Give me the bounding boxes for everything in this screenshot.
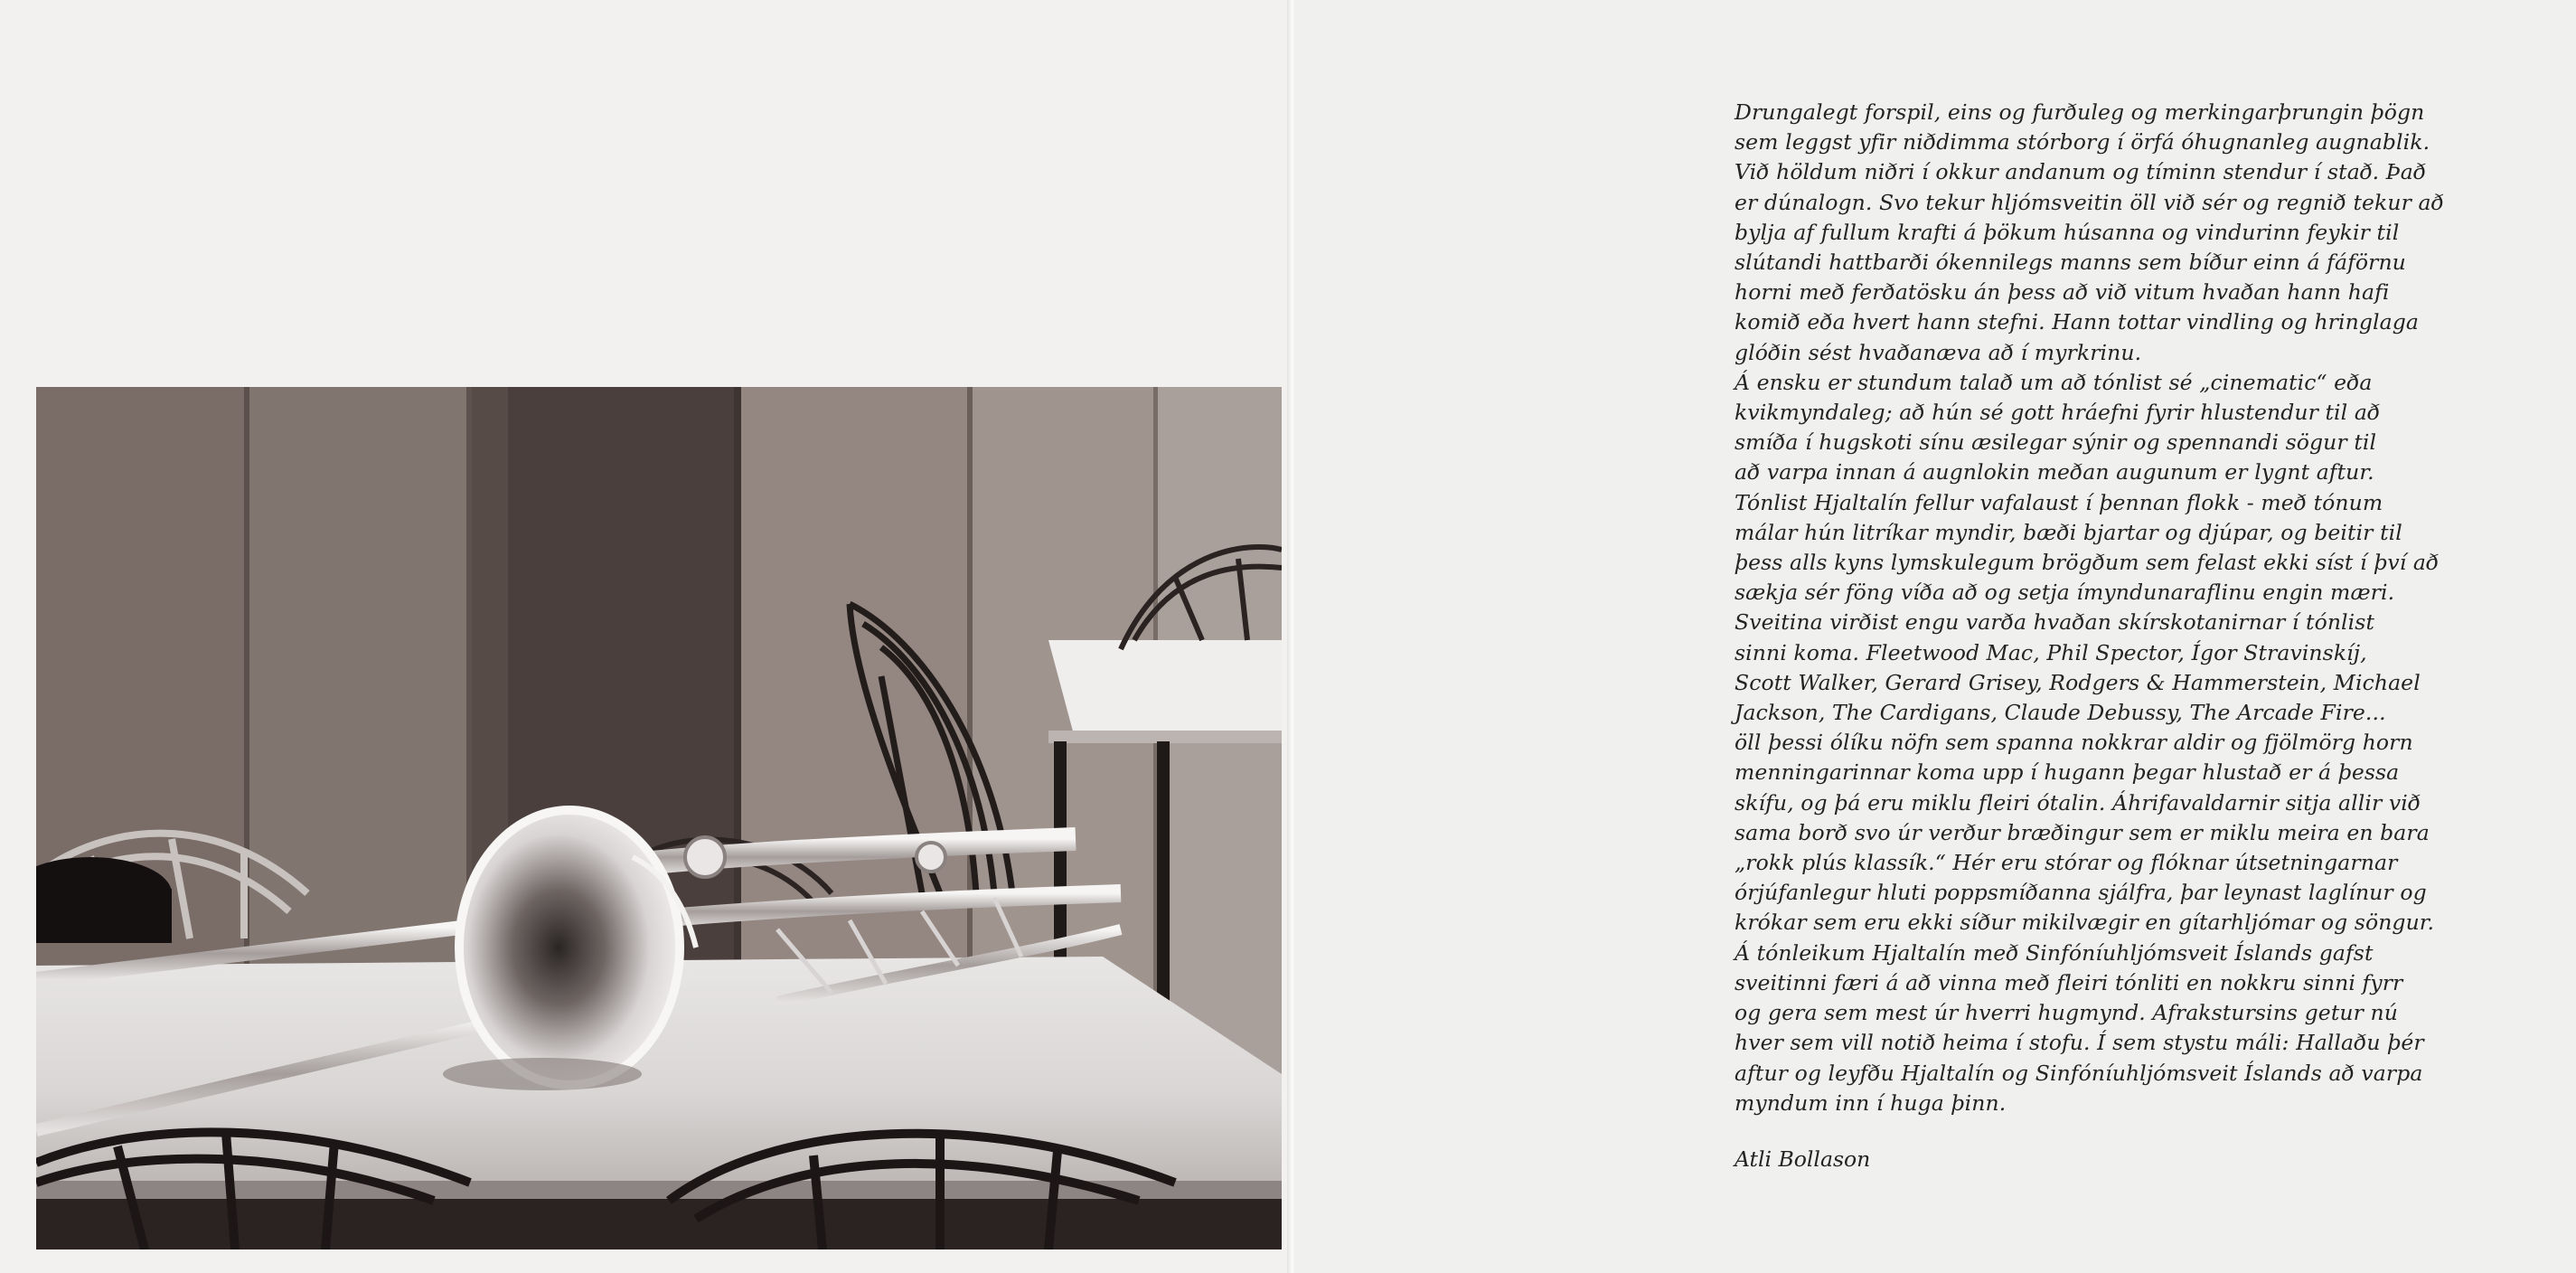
text-line: skífu, og þá eru miklu fleiri ótalin. Áhrifavaldarnir sitja allir við [1735,789,2421,816]
text-line: komið eða hvert hann stefni. Hann tottar vindling og hringlaga [1735,309,2419,335]
trombone-on-table-image [36,387,1282,1249]
text-line: sem leggst yfir niðdimma stórborg í örfá óhugnanleg augnablik. [1735,129,2430,156]
text-line: þess alls kyns lymskulegum brögðum sem felast ekki síst í því að [1735,550,2440,576]
liner-notes-text [1735,98,2467,1118]
text-line: sækja sér föng víða að og setja ímyndunaraflinu engin mæri. [1735,580,2395,606]
text-line: Á tónleikum Hjaltalín með Sinfóníuhljómsveit Íslands gafst [1735,939,2374,966]
text-line: bylja af fullum krafti á þökum húsanna og vindurinn feykir til [1735,219,2400,245]
text-line: Jackson, The Cardigans, Claude Debussy, The Arcade Fire... [1735,700,2386,726]
text-line: smíða í hugskoti sínu æsilegar sýnir og spennandi sögur til [1735,429,2377,456]
text-line: Tónlist Hjaltalín fellur vafalaust í þennan flokk - með tónum [1735,489,2383,515]
text-line: sama borð svo úr verður bræðingur sem er miklu meira en bara [1735,819,2430,845]
text-line: kvikmyndaleg; að hún sé gott hráefni fyrir hlustendur til að [1735,400,2381,426]
text-line: málar hún litríkar myndir, bæði bjartar og djúpar, og beitir til [1735,519,2402,545]
text-line: sinni koma. Fleetwood Mac, Phil Spector, Ígor Stravinskíj, [1735,639,2367,665]
text-line: Drungalegt forspil, eins og furðuleg og merkingarþrungin þögn [1735,99,2425,125]
text-line: myndum inn í huga þinn. [1735,1089,2007,1116]
text-line: hver sem vill notið heima í stofu. Í sem stystu máli: Hallaðu þér [1735,1030,2424,1056]
author-signature: Atli Bollason [1735,1146,1871,1172]
text-line: horni með ferðatösku án þess að við vitum hvaðan hann hafi [1735,279,2390,306]
text-line: Á ensku er stundum talað um að tónlist sé „cinematic“ eða [1735,369,2373,395]
text-line: Við höldum niðri í okkur andanum og tíminn stendur í stað. Það [1735,159,2427,185]
text-line: og gera sem mest úr hverri hugmynd. Afrakstursins getur nú [1735,1000,2398,1026]
text-line: Scott Walker, Gerard Grisey, Rodgers & Hammerstein, Michael [1735,669,2421,695]
text-line: slútandi hattbarði ókennilegs manns sem bíður einn á fáförnu [1735,250,2406,276]
text-line: er dúnalogn. Svo tekur hljómsveitin öll við sér og regnið tekur að [1735,189,2444,215]
text-line: að varpa innan á augnlokin meðan augunum er lygnt aftur. [1735,459,2374,486]
text-line: sveitinni færi á að vinna með fleiri tónliti en nokkru sinni fyrr [1735,969,2403,995]
trombone-photo [36,387,1282,1249]
text-line: „rokk plús klassík.“ Hér eru stórar og flóknar útsetningarnar [1735,850,2398,876]
text-line: aftur og leyfðu Hjaltalín og Sinfóníuhljómsveit Íslands að varpa [1735,1060,2423,1086]
text-line: órjúfanlegur hluti poppsmíðanna sjálfra, þar leynast laglínur og [1735,880,2427,906]
text-line: krókar sem eru ekki síður mikilvægir en gítarhljómar og söngur. [1735,910,2435,936]
text-line: Sveitina virðist engu varða hvaðan skírskotanirnar í tónlist [1735,609,2374,636]
text-line: glóðin sést hvaðanæva að í myrkrinu. [1735,339,2142,365]
text-line: menningarinnar koma upp í hugann þegar hlustað er á þessa [1735,759,2400,786]
text-line: öll þessi ólíku nöfn sem spanna nokkrar aldir og fjölmörg horn [1735,730,2413,756]
